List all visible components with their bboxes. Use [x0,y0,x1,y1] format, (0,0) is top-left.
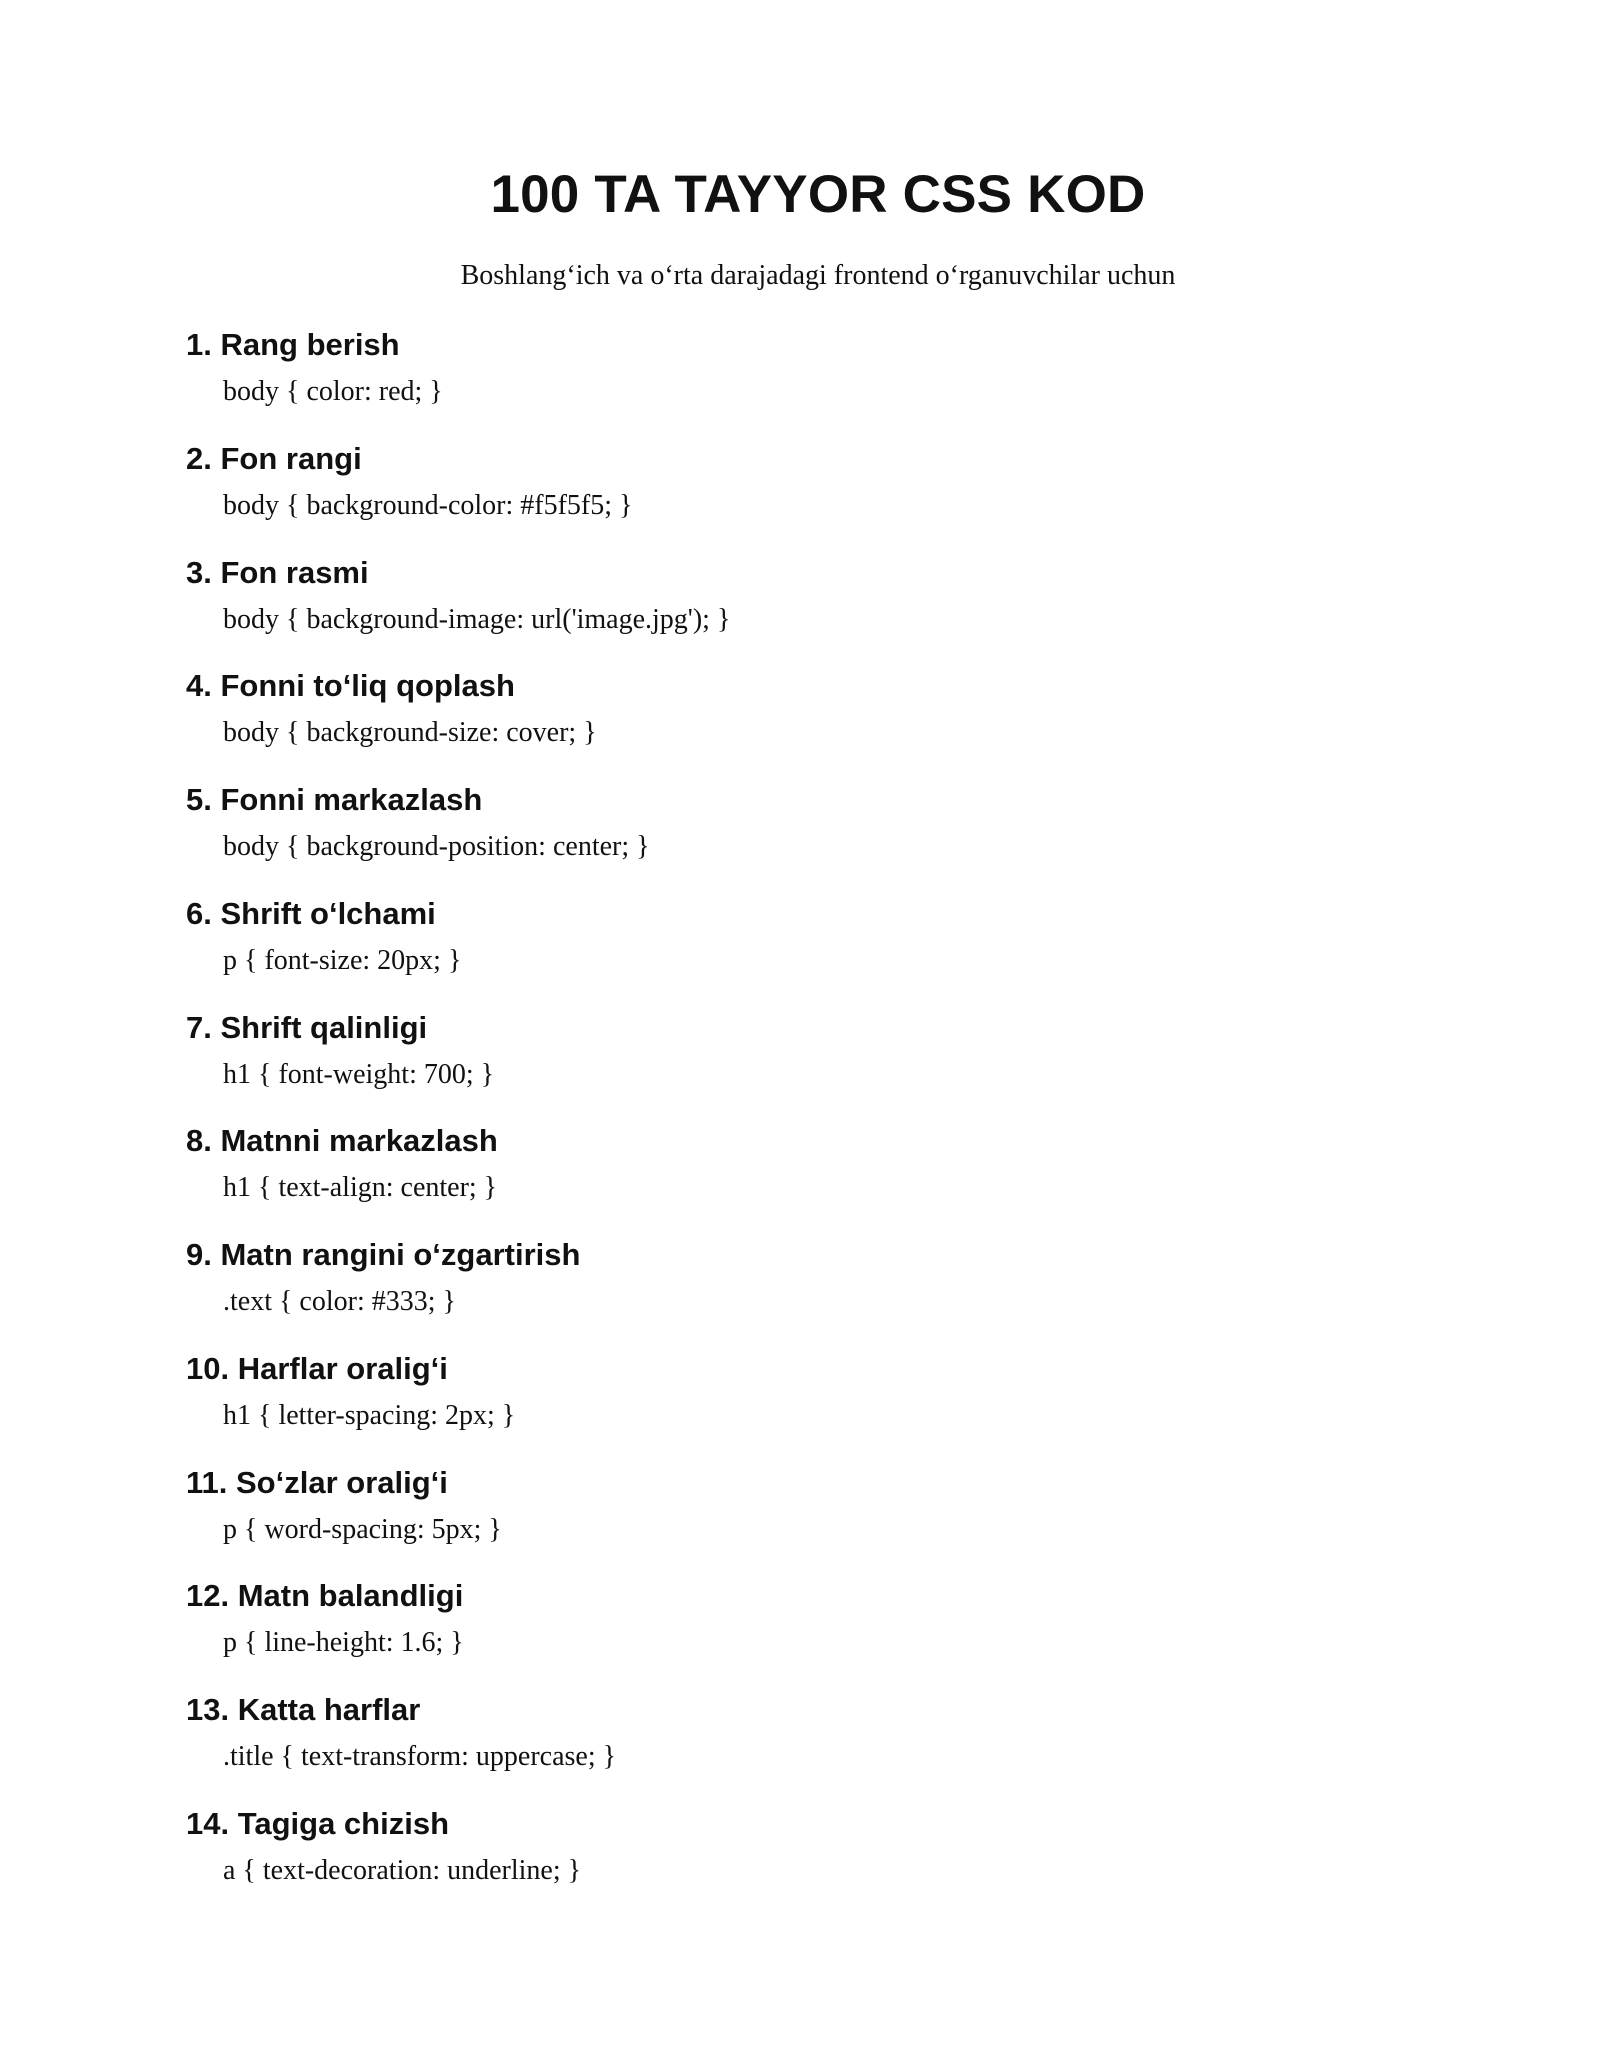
item-code: p { font-size: 20px; } [223,944,462,976]
item-code: body { background-position: center; } [223,831,650,862]
list-item [186,1116,1486,1230]
item-heading: 11. So‘zlar oralig‘i [186,1464,448,1500]
list-item [186,1799,1486,1913]
item-code: a { text-decoration: underline; } [223,1854,582,1886]
list-item [186,889,1486,1003]
item-code: body { color: red; } [223,376,443,407]
list-item [186,661,1486,775]
list-item [186,1458,1486,1572]
item-heading: 12. Matn balandligi [186,1578,464,1614]
item-heading: 2. Fon rangi [186,440,362,476]
item-heading: 14. Tagiga chizish [186,1805,450,1841]
item-code: p { word-spacing: 5px; } [223,1513,502,1545]
list-item [186,548,1486,662]
list-item [186,1685,1486,1799]
item-heading: 9. Matn rangini o‘zgartirish [186,1237,581,1272]
list-item [186,434,1486,548]
item-heading: 1. Rang berish [186,327,400,362]
item-code: body { background-image: url('image.jpg'); } [223,603,731,635]
list-item [186,775,1486,889]
item-code: body { background-color: #f5f5f5; } [223,489,633,521]
list-item [186,1571,1486,1685]
list-item [186,320,1486,434]
document-title: 100 TA TAYYOR CSS KOD [490,165,1146,224]
item-code: .title { text-transform: uppercase; } [223,1741,617,1772]
item-heading: 7. Shrift qalinligi [186,1009,428,1045]
item-heading: 3. Fon rasmi [186,554,369,590]
item-heading: 8. Matnni markazlash [186,1123,498,1159]
item-code: .text { color: #333; } [223,1286,456,1317]
list-item [186,1344,1486,1458]
item-heading: 6. Shrift o‘lchami [186,895,436,931]
item-code: h1 { text-align: center; } [223,1172,498,1204]
item-code: h1 { letter-spacing: 2px; } [223,1399,516,1431]
item-code: p { line-height: 1.6; } [223,1627,464,1659]
item-heading: 4. Fonni to‘liq qoplash [186,668,515,704]
document-subtitle: Boshlang‘ich va o‘rta darajadagi frontend o‘rganuvchilar uchun [460,260,1176,291]
css-code-list [186,320,1486,1913]
item-code: body { background-size: cover; } [223,717,597,749]
list-item [186,1003,1486,1117]
list-item [186,1230,1486,1344]
item-heading: 10. Harflar oralig‘i [186,1350,448,1386]
item-code: h1 { font-weight: 700; } [223,1058,495,1090]
item-heading: 5. Fonni markazlash [186,782,483,817]
item-heading: 13. Katta harflar [186,1692,421,1727]
